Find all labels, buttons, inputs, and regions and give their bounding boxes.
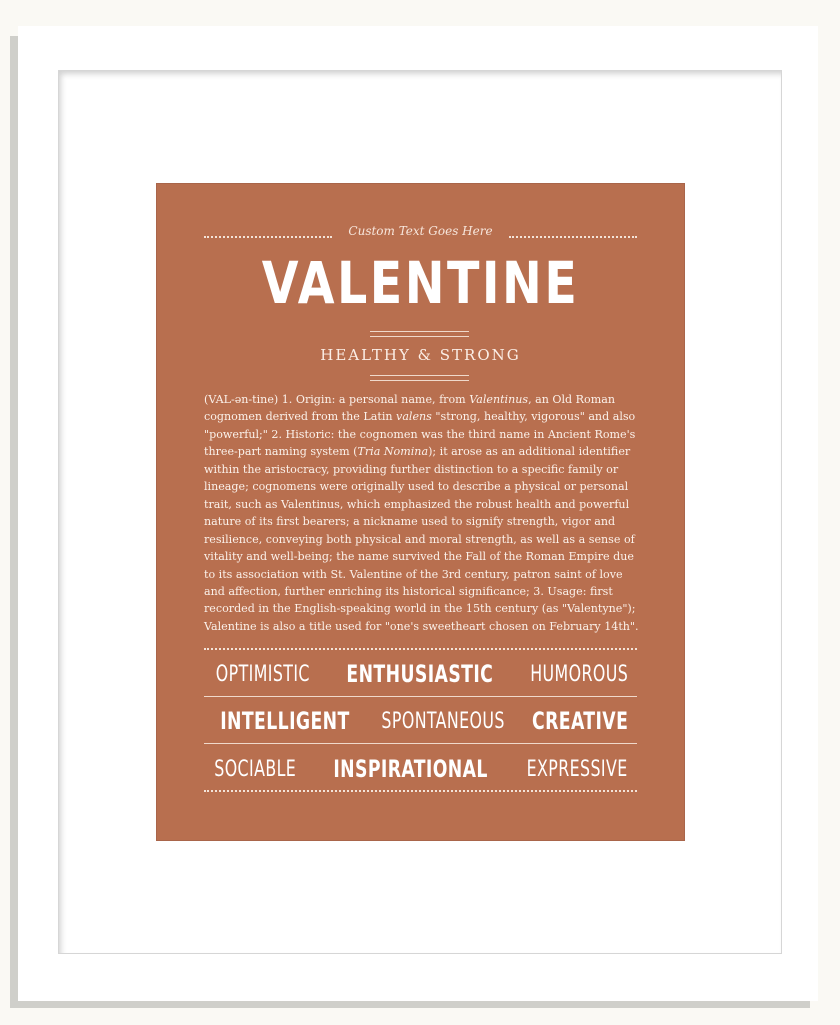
trait: CREATIVE [532,707,629,735]
trait: ENTHUSIASTIC [346,660,494,688]
trait: HUMOROUS [529,661,628,687]
traits-row [204,751,640,787]
trait: SOCIABLE [214,756,297,782]
definition-text: ); it arose as an additional identifier within the aristocracy, providing further distinction to a specific family or lineage; cognomens were originally used to describe a physical or personal trait, such as Valentinus, which emphasized the robust health and powerful nature of its first bearers; a nickname used to signify strength, vigor and resilience, conveying both physical and moral strength, as well as a sense of vitality and well-being; the name survived the Fall of the Roman Empire due to its association with St. Valentine of the 3rd century, patron saint of love and affection, further enriching its historical significance; 3. Usage: first recorded in the English-speaking world in the 15th century (as "Valentyne"); Valentine is also a title used for "one's sweetheart chosen on February 14th". [204,445,639,633]
definition-text: Tria Nomina [357,445,429,459]
definition-text: , an Old Roman cognomen derived from the Latin [204,393,615,424]
divider [204,743,637,744]
trait: OPTIMISTIC [215,661,310,687]
name-title: VALENTINE [261,249,580,317]
divider [370,380,469,381]
frame-shadow [10,1000,810,1008]
dotted-rule [204,790,637,792]
divider [370,336,469,337]
divider [370,375,469,376]
name-print [157,184,684,840]
trait: EXPRESSIVE [526,756,628,782]
traits-row [204,656,640,692]
divider [204,696,637,697]
trait: INSPIRATIONAL [332,755,488,783]
definition-text: "strong, healthy, vigorous" and also "powerful;" 2. Historic: the cognomen was the third name in Ancient Rome's three-part naming system ( [204,410,636,459]
dotted-rule [509,236,637,238]
trait: INTELLIGENT [220,707,350,735]
dotted-rule [204,648,637,650]
custom-text: Custom Text Goes Here [348,224,493,238]
name-definition [204,391,640,635]
traits-row [204,703,640,739]
definition-text: (VAL-ən-tine) 1. Origin: a personal name, from [204,393,470,406]
definition-text: Valentinus [469,393,529,406]
divider [370,331,469,332]
frame-shadow [10,36,18,1008]
name-meaning: HEALTHY & STRONG [320,346,521,364]
definition-text: valens [396,410,432,424]
trait: SPONTANEOUS [381,708,505,734]
